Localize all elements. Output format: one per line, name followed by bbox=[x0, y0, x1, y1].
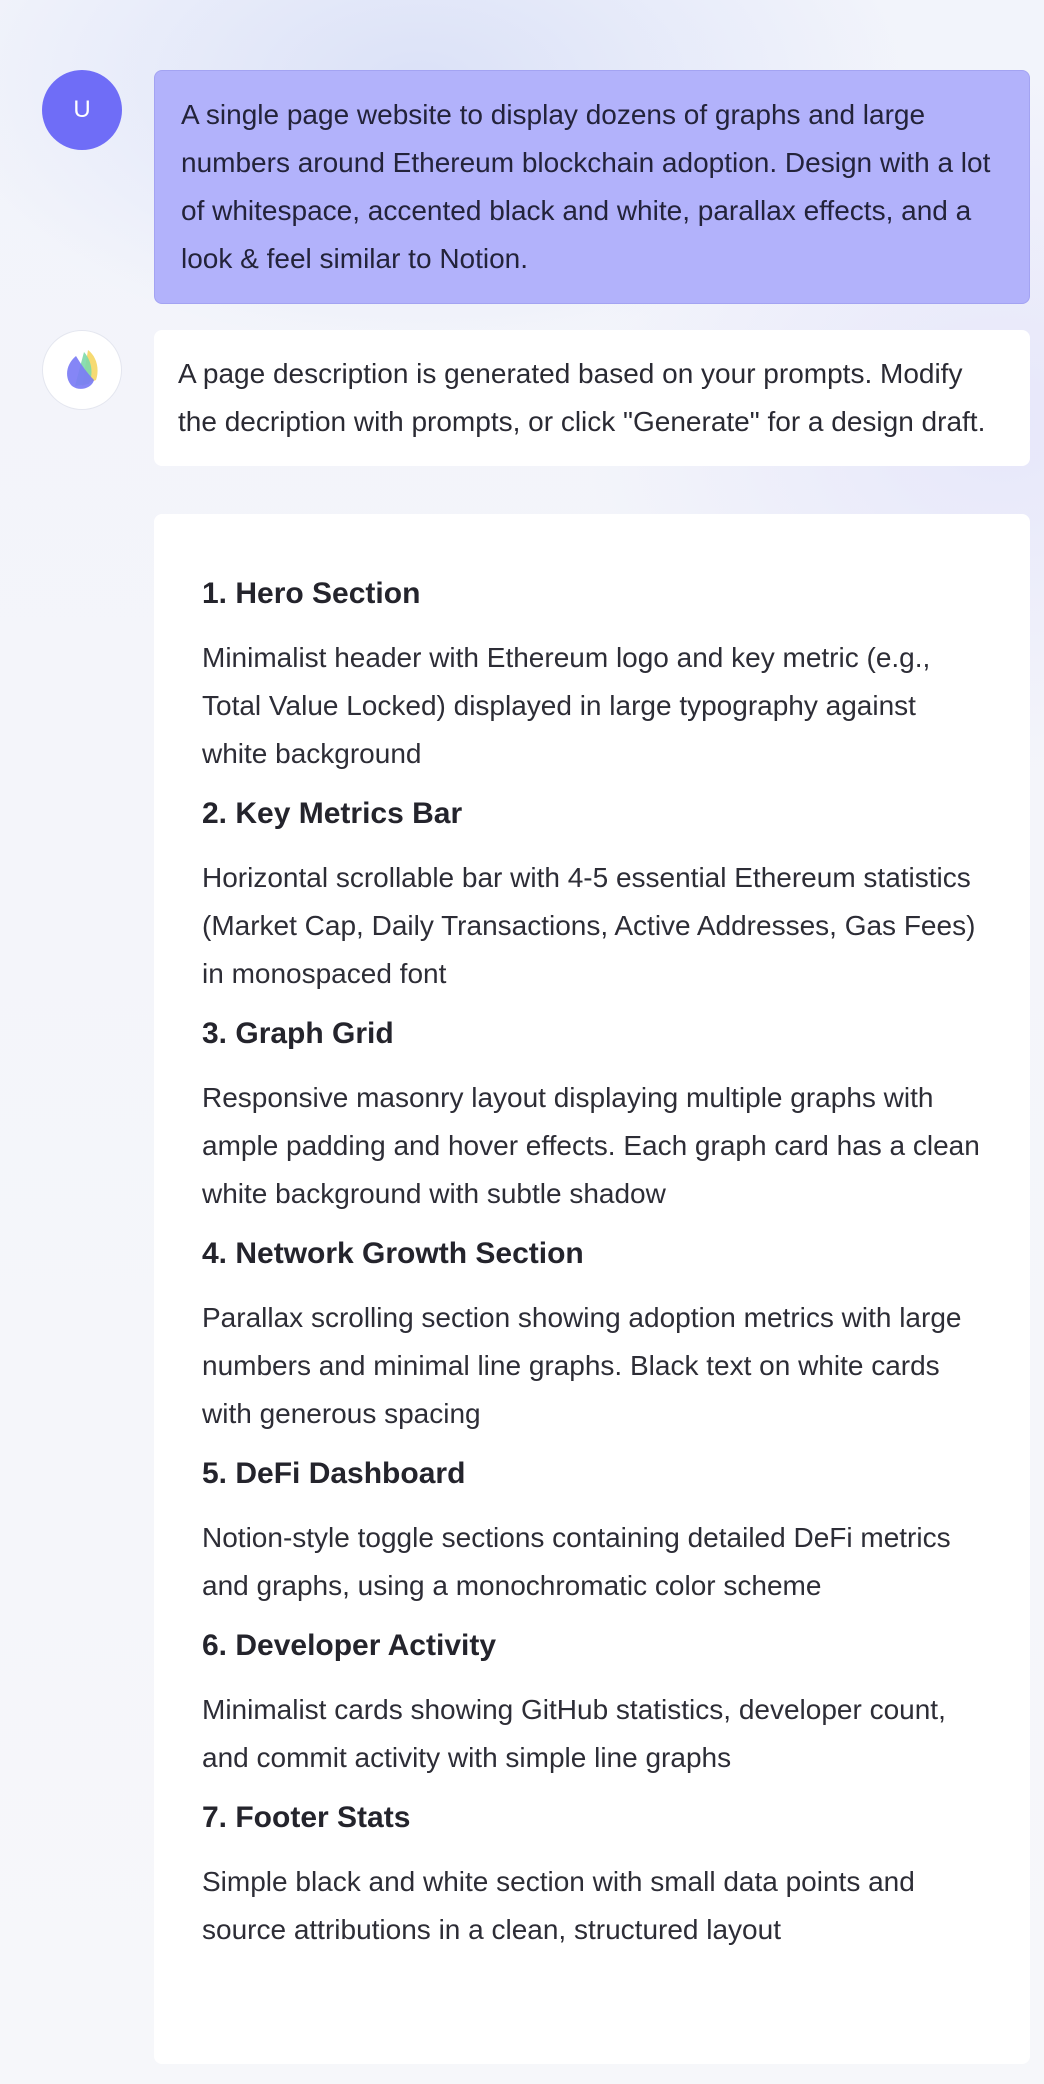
section-item bbox=[202, 1798, 982, 1954]
brand-logo-icon bbox=[58, 346, 106, 394]
section-title: 3. Graph Grid bbox=[202, 1017, 394, 1050]
page-description-card bbox=[154, 514, 1030, 2064]
user-prompt-text: A single page website to display dozens of graphs and large numbers around Ethereum blockchain adoption. Design with a lot of whitespace, accented black and white, parallax effects, and a look & feel similar to Notion. bbox=[181, 99, 991, 274]
section-body: Parallax scrolling section showing adoption metrics with large numbers and minimal line graphs. Black text on white cards with generous spacing bbox=[202, 1302, 962, 1429]
section-title: 5. DeFi Dashboard bbox=[202, 1457, 466, 1490]
assistant-intro-text: A page description is generated based on your prompts. Modify the decription with prompts, or click "Generate" for a design draft. bbox=[178, 358, 986, 437]
section-title: 6. Developer Activity bbox=[202, 1629, 497, 1662]
assistant-intro-bubble bbox=[154, 330, 1030, 466]
section-body: Horizontal scrollable bar with 4-5 essential Ethereum statistics (Market Cap, Daily Transactions, Active Addresses, Gas Fees) in monospaced font bbox=[202, 862, 976, 989]
section-body: Notion-style toggle sections containing detailed DeFi metrics and graphs, using a monochromatic color scheme bbox=[202, 1522, 951, 1601]
section-body: Responsive masonry layout displaying multiple graphs with ample padding and hover effects. Each graph card has a clean white background with subtle shadow bbox=[202, 1082, 980, 1209]
user-avatar bbox=[42, 70, 122, 150]
section-item bbox=[202, 1234, 982, 1438]
section-item bbox=[202, 794, 982, 998]
section-item bbox=[202, 1454, 982, 1610]
section-item bbox=[202, 1014, 982, 1218]
user-message-bubble bbox=[154, 70, 1030, 304]
section-title: 2. Key Metrics Bar bbox=[202, 797, 463, 830]
section-title: 4. Network Growth Section bbox=[202, 1237, 584, 1270]
section-body: Minimalist cards showing GitHub statistics, developer count, and commit activity with simple line graphs bbox=[202, 1694, 946, 1773]
section-title: 7. Footer Stats bbox=[202, 1801, 411, 1834]
section-body: Simple black and white section with small data points and source attributions in a clean, structured layout bbox=[202, 1866, 915, 1945]
section-body: Minimalist header with Ethereum logo and key metric (e.g., Total Value Locked) displayed in large typography against white background bbox=[202, 642, 931, 769]
section-item bbox=[202, 1626, 982, 1782]
assistant-avatar bbox=[42, 330, 122, 410]
user-avatar-letter: U bbox=[73, 96, 91, 123]
section-title: 1. Hero Section bbox=[202, 577, 421, 610]
section-item bbox=[202, 574, 982, 778]
